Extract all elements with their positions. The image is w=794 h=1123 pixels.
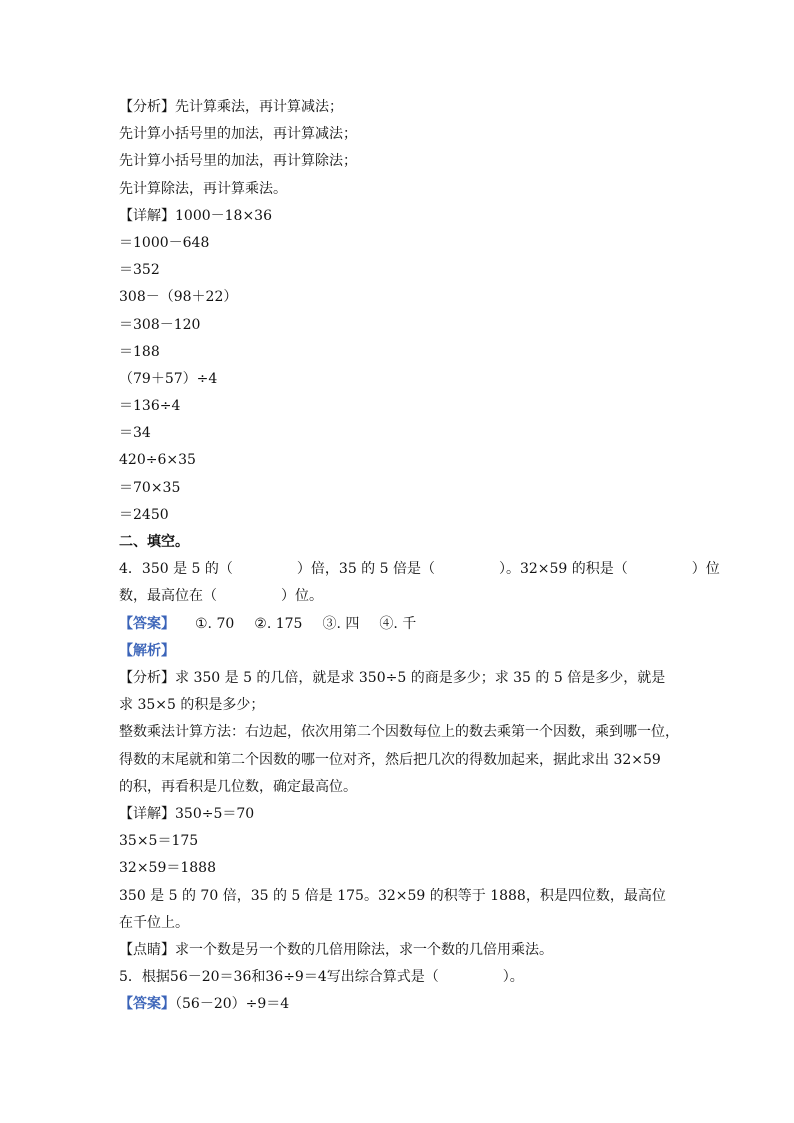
answer-tag: 【答案】 bbox=[119, 996, 175, 1013]
calc-step: ＝34 bbox=[119, 425, 151, 442]
calc-step: 308－（98＋22） bbox=[119, 289, 238, 306]
question-4-line-2 bbox=[119, 583, 679, 610]
calc-step: ＝70×35 bbox=[119, 479, 181, 496]
detail-expression: 350÷5＝70 bbox=[175, 805, 255, 822]
answer-item: ①. 70 bbox=[195, 615, 235, 632]
calc-step: ＝2450 bbox=[119, 506, 169, 523]
calc-step: ＝188 bbox=[119, 343, 160, 360]
question-text: 数，最高位在（ bbox=[119, 588, 217, 605]
detail-tag: 【详解】 bbox=[119, 207, 175, 224]
question-text: ）倍，35 的 5 倍是（ bbox=[296, 561, 435, 578]
answer-item: ④. 千 bbox=[379, 615, 417, 632]
detail-expression: 1000－18×36 bbox=[175, 207, 272, 224]
calc-step: ＝1000－648 bbox=[119, 234, 210, 251]
analysis-line bbox=[119, 94, 679, 121]
method-paragraph: 整数乘法计算方法：右边起，依次用第二个因数每位上的数去乘第一个因数，乘到哪一位，得数的末尾就和第二个因数的哪一位对齐，然后把几次的得数加起来，据此求出 32×59 的积，再看积是几位数，确定最高位。 bbox=[119, 724, 679, 795]
question-text: 根据 bbox=[141, 969, 170, 986]
answer-tag: 【答案】 bbox=[119, 615, 175, 632]
analysis-line: 先计算小括号里的加法，再计算减法； bbox=[119, 126, 357, 143]
answer-item: ③. 四 bbox=[322, 615, 360, 632]
calc-step: 32×59＝1888 bbox=[119, 860, 216, 877]
answer-text: （56－20）÷9＝4 bbox=[175, 996, 290, 1013]
detail-tag: 【详解】 bbox=[119, 805, 175, 822]
formula: 36÷9＝4 bbox=[265, 969, 327, 986]
question-text: 写出综合算式是（ bbox=[326, 969, 439, 986]
analysis-line: 先计算小括号里的加法，再计算除法； bbox=[119, 153, 357, 170]
detail-line bbox=[119, 801, 679, 828]
calc-step: 35×5＝175 bbox=[119, 833, 199, 850]
calc-step: ＝352 bbox=[119, 262, 160, 279]
analysis-tag: 【分析】 bbox=[119, 669, 175, 686]
question-number: 5． bbox=[119, 969, 142, 986]
question-4-line-1 bbox=[119, 556, 720, 583]
answer-line bbox=[119, 611, 679, 638]
calc-step: ＝308－120 bbox=[119, 316, 201, 333]
detail-line bbox=[119, 203, 679, 230]
calc-step: 420÷6×35 bbox=[119, 452, 196, 469]
question-text: ）位。 bbox=[281, 588, 323, 605]
tip-text: 求一个数是另一个数的几倍用除法，求一个数的几倍用乘法。 bbox=[175, 941, 553, 958]
analysis-text: 先计算乘法，再计算减法； bbox=[175, 99, 343, 115]
question-text: ）。32×59 的积是（ bbox=[498, 561, 628, 578]
answer-line bbox=[119, 991, 679, 1018]
section-heading: 二、填空。 bbox=[119, 534, 189, 550]
calc-step: ＝136÷4 bbox=[119, 398, 181, 415]
analysis-tag: 【分析】 bbox=[119, 99, 175, 115]
question-number: 4． bbox=[119, 561, 142, 578]
document-page bbox=[119, 94, 720, 1018]
answer-item: ②. 175 bbox=[254, 615, 303, 632]
question-text: 350 是 5 的（ bbox=[141, 561, 233, 578]
conclusion-paragraph: 350 是 5 的 70 倍，35 的 5 倍是 175。32×59 的积等于 1888，积是四位数，最高位在千位上。 bbox=[119, 887, 666, 931]
question-text: ）位 bbox=[691, 561, 720, 578]
formula: 56－20＝36 bbox=[169, 969, 252, 986]
tip-tag: 【点睛】 bbox=[119, 941, 175, 958]
question-text: 和 bbox=[251, 969, 266, 986]
analysis-text: 求 350 是 5 的几倍，就是求 350÷5 的商是多少；求 35 的 5 倍是多少，就是求 35×5 的积是多少； bbox=[119, 669, 666, 714]
calc-step: （79＋57）÷4 bbox=[119, 370, 218, 387]
analysis-paragraph bbox=[119, 665, 679, 719]
question-text: ）。 bbox=[502, 969, 524, 986]
tip-line bbox=[119, 937, 679, 964]
analysis-line: 先计算除法，再计算乘法。 bbox=[119, 180, 287, 197]
question-5-line bbox=[119, 964, 679, 991]
explain-tag: 【解析】 bbox=[119, 642, 175, 659]
